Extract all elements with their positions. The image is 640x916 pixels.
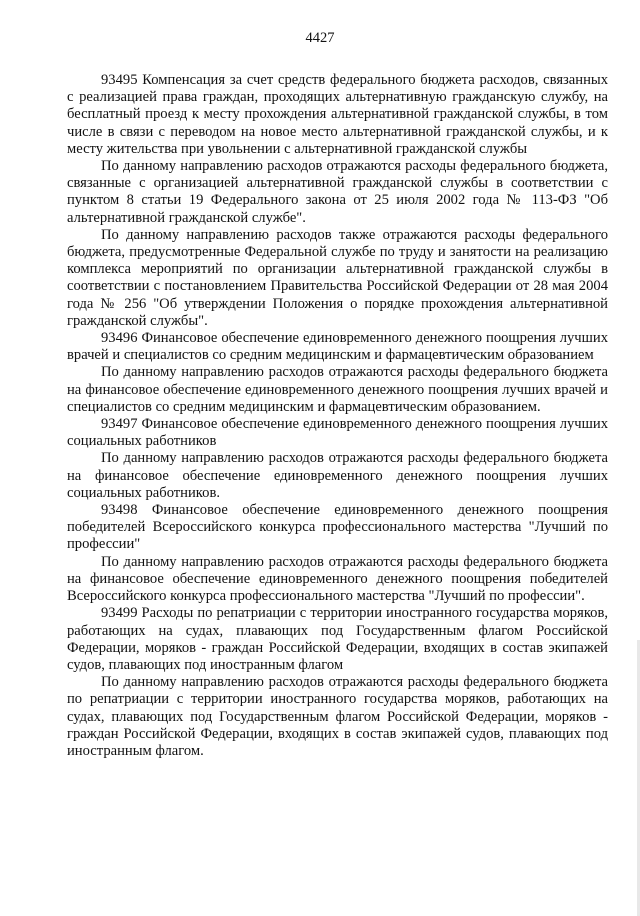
paragraph-93497-description: По данному направлению расходов отражаются расходы федерального бюджета на финансовое обеспечение единовременного денежного поощрения лучших социальных работников. bbox=[67, 450, 608, 501]
paragraph-93497-heading: 93497 Финансовое обеспечение единовременного денежного поощрения лучших социальных работников bbox=[67, 416, 608, 450]
document-body bbox=[67, 72, 608, 760]
paragraph-93498-description: По данному направлению расходов отражаются расходы федерального бюджета на финансовое обеспечение единовременного денежного поощрения победителей Всероссийского конкурса профессионального мастерства "Лучший по профессии". bbox=[67, 553, 608, 605]
paragraph-93495-additional: По данному направлению расходов также отражаются расходы федерального бюджета, предусмотренные Федеральной службе по труду и занятости на реализацию комплекса мероприятий по организации альтернативной гражданской службы в соответствии с постановлением Правительства Российской Федерации от 28 мая 2004 года № 256 "Об утверждении Положения о порядке прохождения альтернативной гражданской службы". bbox=[67, 226, 608, 329]
paragraph-93496-heading: 93496 Финансовое обеспечение единовременного денежного поощрения лучших врачей и специалистов со средним медицинским и фармацевтическим образованием bbox=[67, 330, 608, 364]
paragraph-93495-heading: 93495 Компенсация за счет средств федерального бюджета расходов, связанных с реализацией права граждан, проходящих альтернативную гражданскую службу, на бесплатный проезд к месту прохождения альтернативной гражданской службы, в том числе в связи с переводом на новое место альтернативной гражданской службы, и к месту жительства при увольнении с альтернативной гражданской службы bbox=[67, 72, 608, 157]
paragraph-93498-heading: 93498 Финансовое обеспечение единовременного денежного поощрения победителей Всероссийского конкурса профессионального мастерства "Лучший по профессии" bbox=[67, 502, 608, 553]
paragraph-93496-description: По данному направлению расходов отражаются расходы федерального бюджета на финансовое обеспечение единовременного денежного поощрения лучших врачей и специалистов со средним медицинским и фармацевтическим образованием. bbox=[67, 364, 608, 415]
paragraph-93499-description: По данному направлению расходов отражаются расходы федерального бюджета по репатриации с территории иностранного государства моряков, работающих на судах, плавающих под Государственным флагом Российской Федерации, моряков - граждан Российской Федерации, входящих в состав экипажей судов, плавающих под иностранным флагом. bbox=[67, 674, 608, 759]
paragraph-93499-heading: 93499 Расходы по репатриации с территории иностранного государства моряков, работающих на судах, плавающих под Государственным флагом Российской Федерации, моряков - граждан Российской Федерации, входящих в состав экипажей судов, плавающих под иностранным флагом bbox=[67, 605, 608, 673]
paragraph-93495-description: По данному направлению расходов отражаются расходы федерального бюджета, связанные с организацией альтернативной гражданской службы в соответствии с пунктом 8 статьи 19 Федерального закона от 25 июля 2002 года № 113-ФЗ "Об альтернативной гражданской службе". bbox=[67, 158, 608, 226]
page-number: 4427 bbox=[305, 30, 335, 46]
